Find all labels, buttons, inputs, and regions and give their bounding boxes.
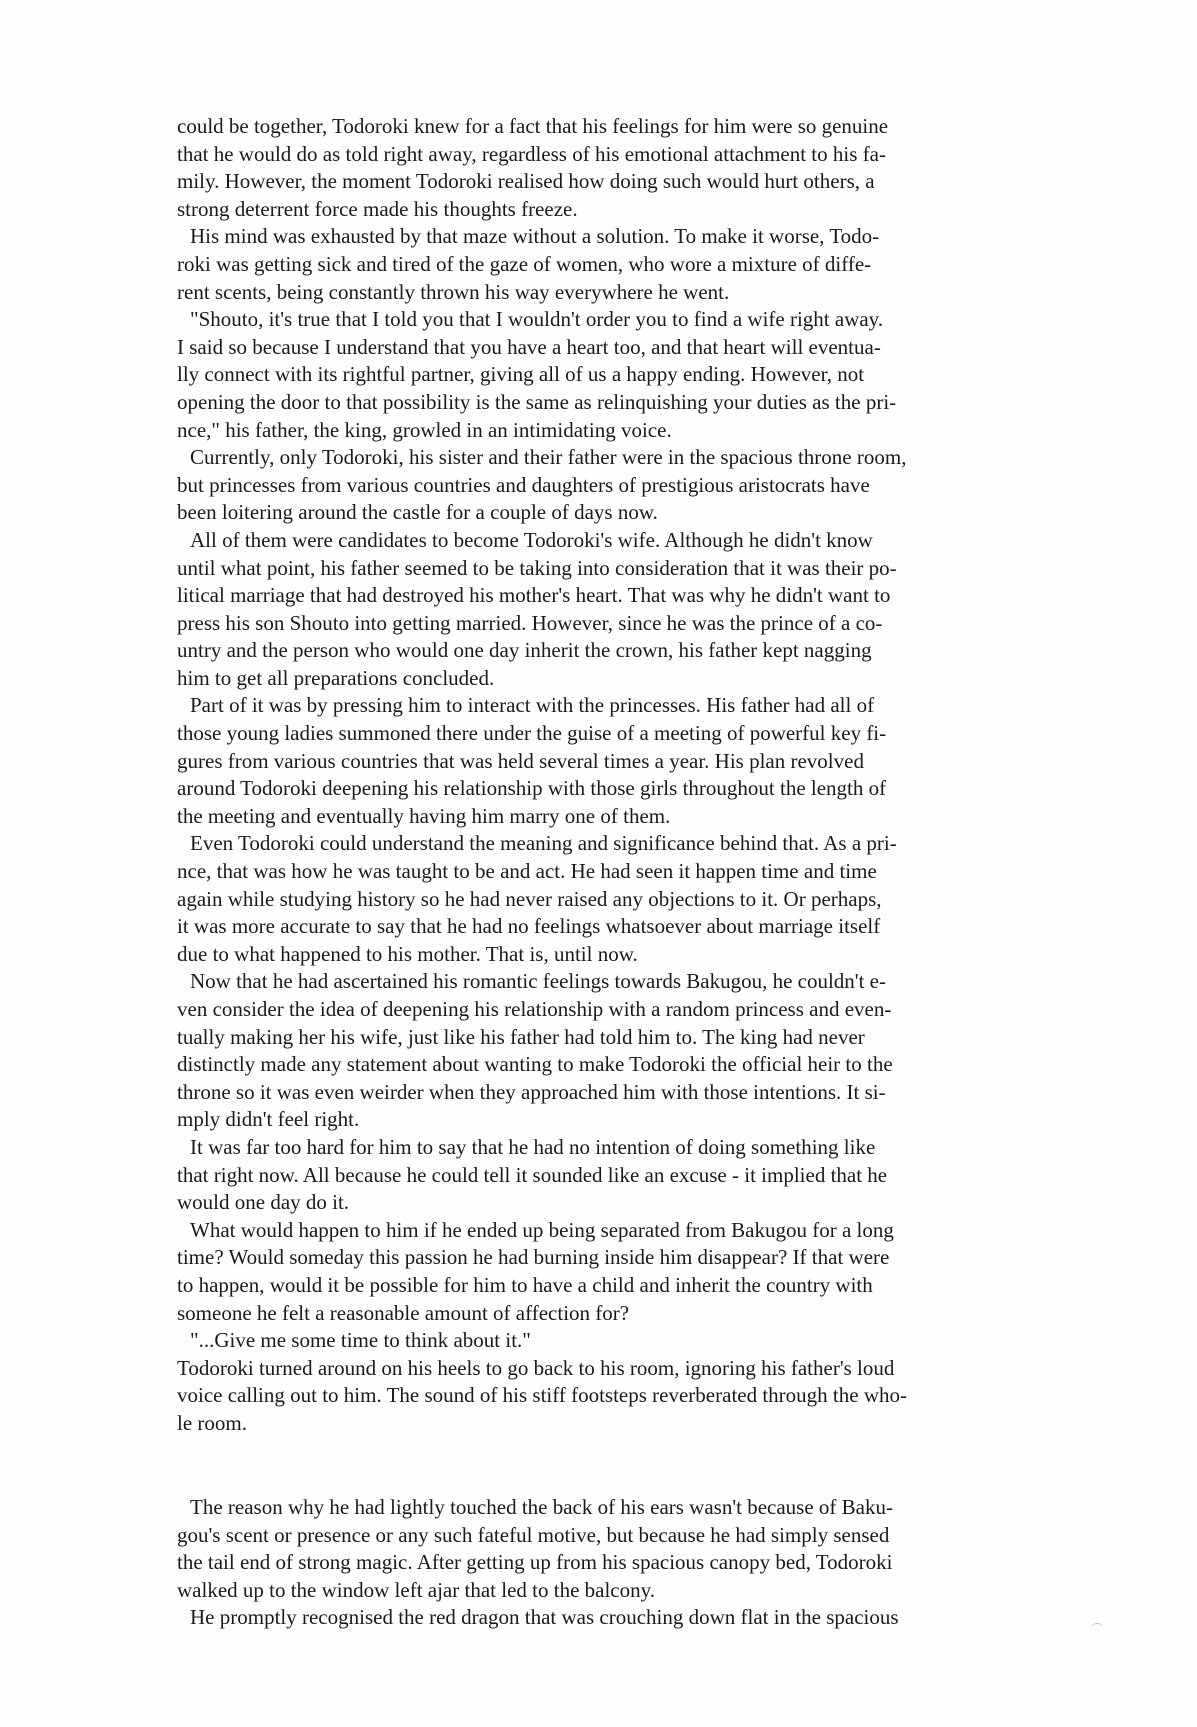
text-line: could be together, Todoroki knew for a fact that his feelings for him were so genuine [177, 114, 889, 138]
text-line: the meeting and eventually having him marry one of them. [177, 803, 671, 828]
text-line: again while studying history so he had never raised any objections to it. Or perhaps, [177, 886, 882, 911]
text-line: strong deterrent force made his thoughts freeze. [177, 196, 578, 221]
text-line: lly connect with its rightful partner, giving all of us a happy ending. However, not [177, 362, 865, 387]
text-line: walked up to the window left ajar that led to the balcony. [177, 1577, 655, 1602]
text-line: Part of it was by pressing him to interact with the princesses. His father had all of [190, 693, 875, 718]
text-line: until what point, his father seemed to be taking into consideration that it was their po- [177, 555, 897, 580]
text-line: gou's scent or presence or any such fateful motive, but because he had simply sensed [177, 1522, 890, 1547]
text-line: gures from various countries that was held several times a year. His plan revolved [177, 748, 864, 773]
text-line: around Todoroki deepening his relationship with those girls throughout the length of [177, 776, 887, 801]
text-line: him to get all preparations concluded. [177, 665, 495, 690]
text-line: Now that he had ascertained his romantic feelings towards Bakugou, he couldn't e- [190, 969, 886, 994]
text-line: nce, that was how he was taught to be and act. He had seen it happen time and time [177, 859, 877, 884]
text-line: mply didn't feel right. [177, 1107, 360, 1132]
text-line: due to what happened to his mother. That is, until now. [177, 941, 638, 966]
text-line: would one day do it. [177, 1190, 350, 1215]
text-line: rent scents, being constantly thrown his way everywhere he went. [177, 279, 730, 304]
text-line: time? Would someday this passion he had burning inside him disappear? If that were [177, 1245, 890, 1270]
text-line: What would happen to him if he ended up being separated from Bakugou for a long [190, 1217, 894, 1242]
text-section-1 [177, 113, 1037, 1438]
text-line: been loitering around the castle for a couple of days now. [177, 500, 658, 525]
text-line: It was far too hard for him to say that he had no intention of doing something like [190, 1134, 876, 1159]
text-line: that he would do as told right away, regardless of his emotional attachment to his fa- [177, 141, 886, 166]
scan-speck [1091, 1623, 1103, 1632]
text-line: untry and the person who would one day inherit the crown, his father kept nagging [177, 638, 872, 663]
text-line: litical marriage that had destroyed his mother's heart. That was why he didn't want to [177, 583, 891, 608]
text-line: All of them were candidates to become Todoroki's wife. Although he didn't know [190, 527, 873, 552]
text-line: Todoroki turned around on his heels to go back to his room, ignoring his father's loud [177, 1355, 895, 1380]
text-line: but princesses from various countries and daughters of prestigious aristocrats have [177, 472, 870, 497]
text-line: "...Give me some time to think about it." [190, 1328, 531, 1353]
text-line: I said so because I understand that you have a heart too, and that heart will eventua- [177, 334, 881, 359]
text-line: roki was getting sick and tired of the gaze of women, who wore a mixture of diffe- [177, 251, 872, 276]
text-line: Currently, only Todoroki, his sister and their father were in the spacious throne room, [190, 445, 907, 470]
text-line: it was more accurate to say that he had no feelings whatsoever about marriage itself [177, 914, 881, 939]
text-line: someone he felt a reasonable amount of affection for? [177, 1300, 630, 1325]
text-line: opening the door to that possibility is the same as relinquishing your duties as the pri- [177, 389, 897, 414]
text-line: the tail end of strong magic. After getting up from his spacious canopy bed, Todoroki [177, 1550, 893, 1575]
text-section-2 [177, 1494, 1037, 1632]
text-line: nce," his father, the king, growled in an intimidating voice. [177, 417, 672, 442]
text-line: press his son Shouto into getting married. However, since he was the prince of a co- [177, 610, 883, 635]
text-line: those young ladies summoned there under the guise of a meeting of powerful key fi- [177, 721, 887, 746]
text-line: mily. However, the moment Todoroki realised how doing such would hurt others, a [177, 169, 875, 194]
text-line: The reason why he had lightly touched the back of his ears wasn't because of Baku- [190, 1495, 893, 1519]
text-line: that right now. All because he could tell it sounded like an excuse - it implied that he [177, 1162, 888, 1187]
text-line: ven consider the idea of deepening his relationship with a random princess and even- [177, 997, 892, 1021]
text-line: distinctly made any statement about wanting to make Todoroki the official heir to the [177, 1052, 893, 1077]
text-line: voice calling out to him. The sound of his stiff footsteps reverberated through the who- [177, 1383, 907, 1408]
text-line: "Shouto, it's true that I told you that I wouldn't order you to find a wife right away. [190, 307, 884, 332]
text-line: le room. [177, 1410, 247, 1435]
text-line: tually making her his wife, just like his father had told him to. The king had never [177, 1024, 865, 1049]
text-line: His mind was exhausted by that maze without a solution. To make it worse, Todo- [190, 224, 880, 249]
text-line: to happen, would it be possible for him to have a child and inherit the country with [177, 1272, 873, 1297]
text-line: He promptly recognised the red dragon that was crouching down flat in the spacious [190, 1605, 899, 1630]
text-line: throne so it was even weirder when they approached him with those intentions. It si- [177, 1079, 886, 1104]
text-line: Even Todoroki could understand the meaning and significance behind that. As a pri- [190, 831, 897, 856]
